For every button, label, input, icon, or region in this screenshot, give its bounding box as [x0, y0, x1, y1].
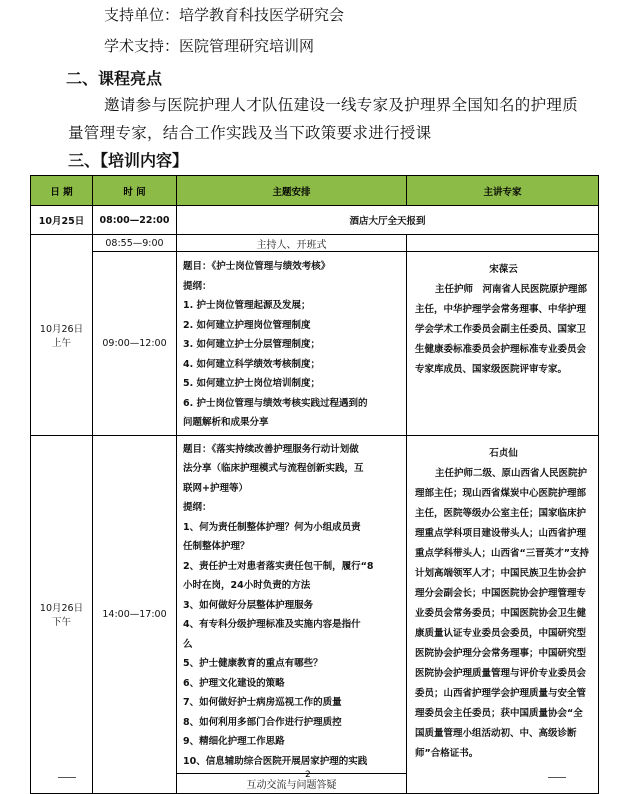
corner-mark — [548, 777, 566, 778]
topic-line: 题目：《护士岗位管理与绩效考核》 — [183, 261, 331, 272]
date-period: 上午 — [51, 337, 71, 349]
date-period: 下午 — [51, 617, 71, 629]
expert-bio: 主任护师二级、原山西省人民医院护理部主任；现山西省煤炭中心医院护理部主任，医院等级办公室主任；国家临床护理重点学科项目建设带头人；山西省护理重点学科带头人；山西省“三晋英才”支持计划高端领军人才；中国民族卫生协会护理分会副会长；中国医院协会护理管理专业委员会常务委员；中国医院协会卫生健康质量认证专业委员会委员，中国研究型医院协会护理分会常务理事；中国研究型医院协会护理质量管理与评价专业委员会委员；山西省护理学会护理质量与安全管理委员会主任委员；获中国质量协会“全国质量管理小组活动初、中、高级诊断师”合格证书。 — [415, 467, 589, 759]
topic-line: 3、如何做好分层整体护理服务 — [183, 599, 314, 611]
topic-line: 题目：《落实持续改善护理服务行动计划做 — [183, 443, 359, 455]
topic-line: 9、精细化护理工作思路 — [183, 736, 285, 747]
expert-cell — [407, 435, 599, 794]
topic-line: 7、如何做好护士病房巡视工作的质量 — [183, 697, 342, 708]
table-row — [31, 435, 599, 774]
empty-cell — [407, 235, 599, 252]
topic-line: 小时在岗，24小时负责的方法 — [183, 580, 311, 591]
header-topic: 主题安排 — [177, 176, 407, 206]
topic-line: 4、有专科分级护理标准及实施内容是指什 — [183, 619, 361, 630]
support-unit: 支持单位：培学教育科技医学研究会 — [104, 6, 345, 24]
expert-bio: 主任护师 河南省人民医院原护理部主任，中华护理学会常务理事、中华护理学会学术工作委员会副主任委员、国家卫生健康委标准委员会护理标准专业委员会专家库成员、国家级医院评审专家。 — [415, 284, 588, 375]
topic-line: 提纲： — [183, 502, 212, 513]
registration-cell: 酒店大厅全天报到 — [177, 206, 599, 235]
topic-line: 6、护理文化建设的策略 — [183, 677, 285, 689]
academic-support: 学术支持：医院管理研究培训网 — [104, 37, 315, 55]
expert-cell — [407, 252, 599, 436]
topic-line: 10、信息辅助综合医院开展居家护理的实践 — [183, 755, 368, 767]
table-row — [31, 252, 599, 436]
topic-line: 联网+护理等） — [183, 482, 248, 494]
topic-line: 8、如何利用多部门合作进行护理质控 — [183, 716, 342, 728]
date-cell — [31, 235, 93, 436]
topic-line: 4. 如何建立科学绩效考核制度； — [183, 358, 321, 370]
topic-cell — [177, 435, 407, 774]
date-cell — [31, 435, 93, 794]
training-schedule-table — [30, 175, 599, 794]
opening-cell: 主持人、开班式 — [177, 235, 407, 252]
topic-line: 3. 如何建立护士分层管理制度； — [183, 339, 321, 350]
date-text: 10月26日 — [39, 323, 84, 335]
expert-name: 石贞仙 — [489, 447, 518, 459]
time-cell: 08:00—22:00 — [93, 206, 177, 235]
topic-line: 2、责任护士对患者落实责任包干制，履行“8 — [183, 560, 374, 572]
table-row — [31, 206, 599, 235]
header-time: 时 间 — [93, 176, 177, 206]
qa-cell: 互动交流与问题答疑 — [177, 774, 407, 794]
time-cell: 08:55—9:00 — [93, 235, 177, 252]
topic-line: 问题解析和成果分享 — [183, 417, 269, 428]
topic-line: 提纲： — [183, 280, 212, 292]
topic-line: 么 — [183, 638, 193, 650]
section-3-heading: 三、【培训内容】 — [68, 151, 189, 170]
topic-line: 1. 护士岗位管理起源及发展； — [183, 300, 311, 311]
topic-line: 6. 护士岗位管理与绩效考核实践过程遇到的 — [183, 397, 368, 409]
page-number: 2 — [305, 770, 311, 780]
corner-mark — [58, 777, 76, 778]
table-header-row — [31, 176, 599, 206]
time-cell: 09:00—12:00 — [93, 252, 177, 436]
header-date: 日 期 — [31, 176, 93, 206]
topic-line: 2. 如何建立护理岗位管理制度 — [183, 319, 311, 331]
topic-line: 5. 如何建立护士岗位培训制度； — [183, 378, 321, 389]
date-text: 10月26日 — [39, 603, 84, 615]
course-highlights-paragraph: 邀请参与医院护理人才队伍建设一线专家及护理界全国知名的护理质量管理专家，结合工作实践及当下政策要求进行授课 — [68, 96, 579, 142]
topic-line: 任制整体护理？ — [183, 541, 250, 552]
topic-cell — [177, 252, 407, 436]
time-cell: 14:00—17:00 — [93, 435, 177, 794]
topic-line: 5、护士健康教育的重点有哪些？ — [183, 658, 323, 669]
header-expert: 主讲专家 — [407, 176, 599, 206]
expert-name: 宋葆云 — [489, 264, 518, 275]
date-cell: 10月25日 — [31, 206, 93, 235]
topic-line: 1、何为责任制整体护理？何为小组成员责 — [183, 521, 361, 533]
topic-line: 法分享（临床护理模式与流程创新实践，互 — [183, 463, 364, 474]
section-2-heading: 二、课程亮点 — [66, 69, 163, 88]
table-row — [31, 235, 599, 252]
